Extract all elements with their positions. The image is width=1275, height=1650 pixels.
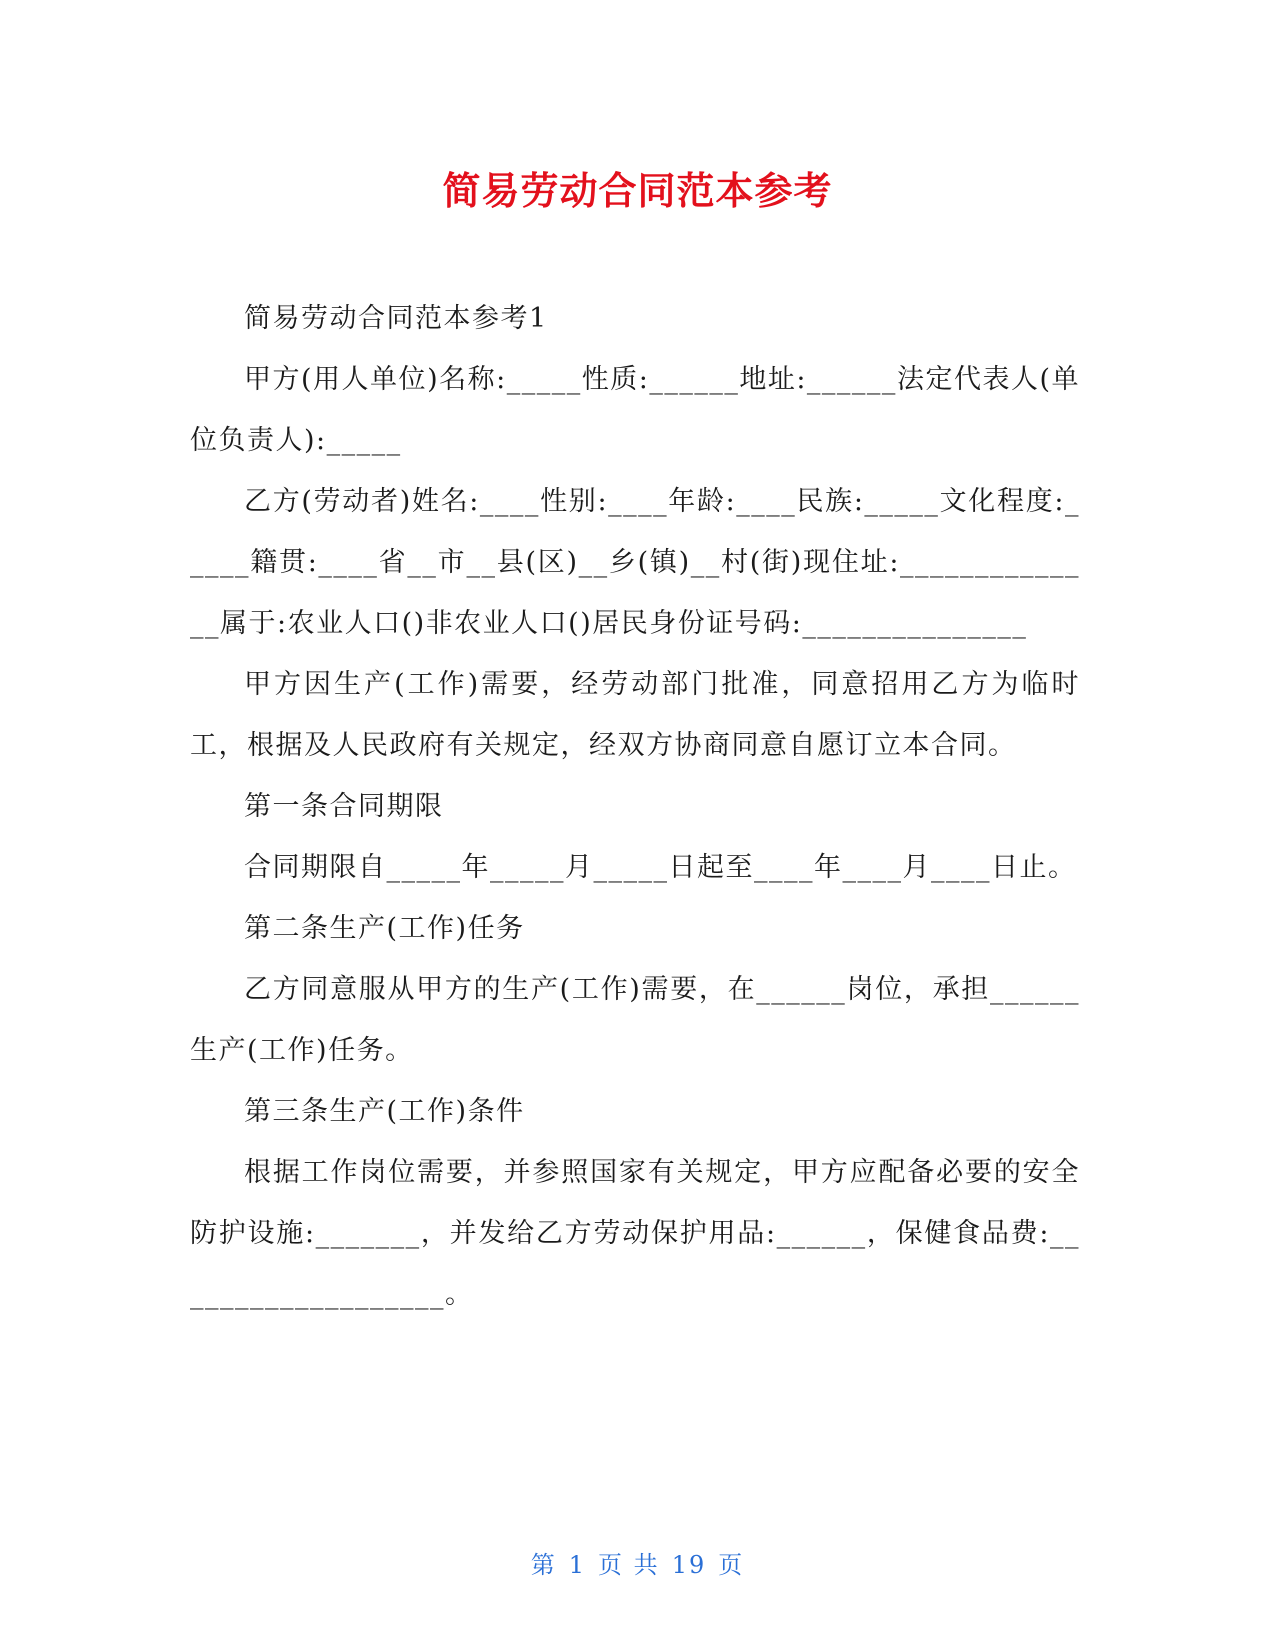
paragraph-party-a: 甲方(用人单位)名称:_____性质:______地址:______法定代表人(单位负责人):_____	[190, 364, 1080, 456]
article-2-heading: 第二条生产(工作)任务	[244, 913, 525, 944]
page-number-footer	[0, 1545, 1275, 1580]
paragraph-heading: 简易劳动合同范本参考1	[244, 303, 548, 334]
article-1-heading: 第一条合同期限	[244, 791, 444, 822]
footer-current-page: 1	[568, 1551, 587, 1579]
paragraph-preamble: 甲方因生产(工作)需要，经劳动部门批准，同意招用乙方为临时工，根据及人民政府有关规定，经双方协商同意自愿订立本合同。	[190, 669, 1080, 761]
document-title: 简易劳动合同范本参考	[442, 169, 833, 213]
article-3-heading: 第三条生产(工作)条件	[244, 1096, 525, 1127]
footer-prefix: 第	[530, 1551, 557, 1579]
paragraph-party-b: 乙方(劳动者)姓名:____性别:____年龄:____民族:_____文化程度:_____籍贯:____省__市__县(区)__乡(镇)__村(街)现住址:______________属于:农业人口()非农业人口()居民身份证号码:_______________	[190, 486, 1080, 639]
footer-mid: 页 共	[598, 1551, 660, 1579]
document-body	[190, 288, 1080, 1325]
article-3-text: 根据工作岗位需要，并参照国家有关规定，甲方应配备必要的安全防护设施:_______，并发给乙方劳动保护用品:______，保健食品费:___________________。	[190, 1157, 1080, 1310]
footer-total-pages: 19	[671, 1551, 707, 1579]
footer-suffix: 页	[718, 1551, 745, 1579]
article-1-text: 合同期限自_____年_____月_____日起至____年____月____日止。	[244, 852, 1077, 883]
article-2-text: 乙方同意服从甲方的生产(工作)需要，在______岗位，承担______生产(工作)任务。	[190, 974, 1080, 1066]
